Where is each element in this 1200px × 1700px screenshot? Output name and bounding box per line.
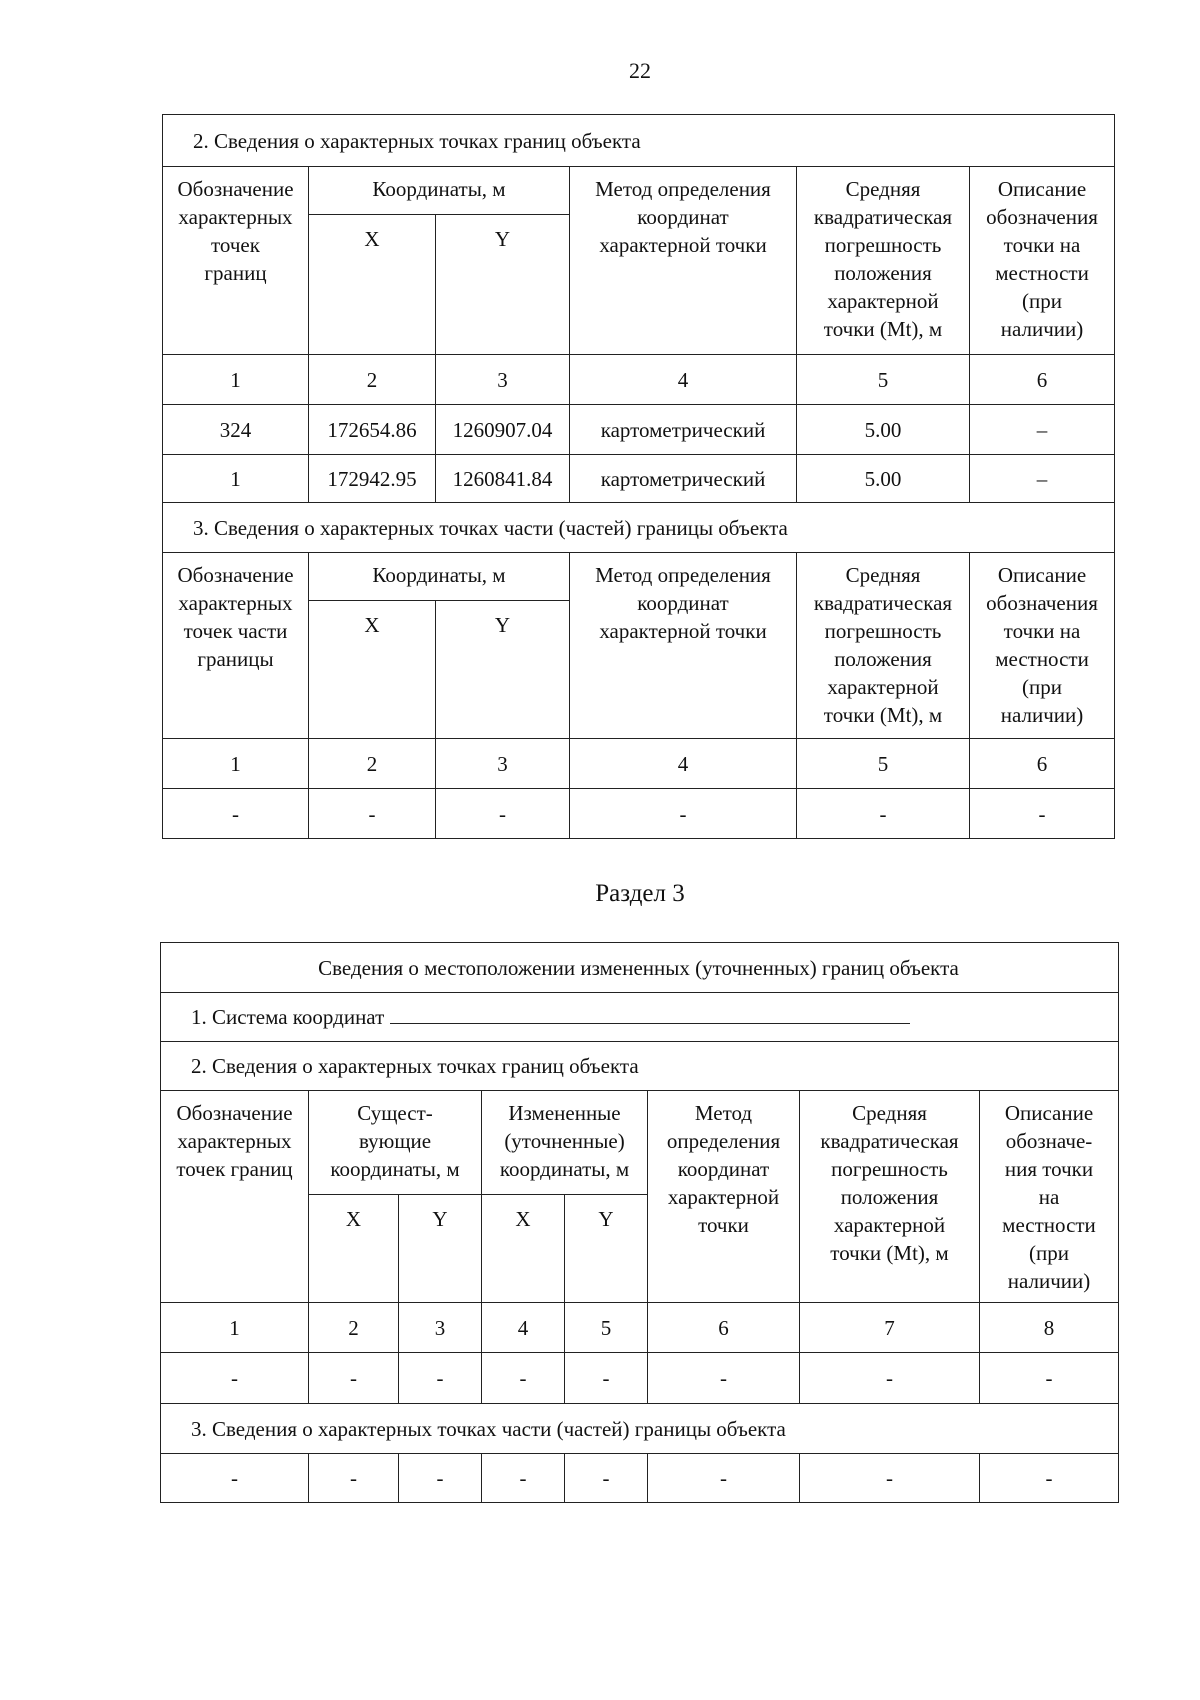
column-number: 4 bbox=[570, 355, 797, 405]
header-method: Метод определения координат характерной точки bbox=[570, 553, 797, 739]
header-designation: Обозначение характерных точек границ bbox=[161, 1091, 309, 1303]
cell-designation: - bbox=[161, 1454, 309, 1503]
column-number: 2 bbox=[309, 739, 436, 789]
column-number: 5 bbox=[797, 739, 970, 789]
coordinate-system-label: 1. Система координат bbox=[191, 1005, 385, 1029]
column-number: 6 bbox=[648, 1303, 800, 1353]
cell-description: - bbox=[980, 1353, 1119, 1404]
header-x: X bbox=[309, 601, 436, 739]
column-number: 2 bbox=[309, 355, 436, 405]
cell-changed-y: - bbox=[565, 1353, 648, 1404]
column-number: 4 bbox=[570, 739, 797, 789]
table-row bbox=[161, 1353, 1119, 1404]
header-row bbox=[163, 553, 1115, 601]
table-row bbox=[163, 789, 1115, 839]
header-error: Средняя квадратическая погрешность положения характерной точки (Mt), м bbox=[800, 1091, 980, 1303]
header-existing-x: X bbox=[309, 1195, 399, 1303]
column-number: 7 bbox=[800, 1303, 980, 1353]
section-title: 3. Сведения о характерных точках части (частей) границы объекта bbox=[161, 1404, 1119, 1454]
cell-y: 1260841.84 bbox=[436, 455, 570, 503]
section-title: 2. Сведения о характерных точках границ объекта bbox=[163, 115, 1115, 167]
cell-description: - bbox=[970, 789, 1115, 839]
table-section-row bbox=[163, 503, 1115, 553]
header-row bbox=[163, 167, 1115, 215]
column-number: 3 bbox=[436, 739, 570, 789]
cell-method: картометрический bbox=[570, 455, 797, 503]
cell-error: - bbox=[797, 789, 970, 839]
column-number: 5 bbox=[797, 355, 970, 405]
cell-designation: - bbox=[163, 789, 309, 839]
header-description: Описание обозначе- ния точки на местности (при наличии) bbox=[980, 1091, 1119, 1303]
table-section-row bbox=[161, 1042, 1119, 1091]
cell-y: - bbox=[436, 789, 570, 839]
cell-designation: 324 bbox=[163, 405, 309, 455]
column-number: 2 bbox=[309, 1303, 399, 1353]
cell-changed-x: - bbox=[482, 1454, 565, 1503]
cell-method: - bbox=[570, 789, 797, 839]
cell-x: 172942.95 bbox=[309, 455, 436, 503]
cell-method: - bbox=[648, 1353, 800, 1404]
cell-error: 5.00 bbox=[797, 455, 970, 503]
column-number: 1 bbox=[161, 1303, 309, 1353]
cell-method: картометрический bbox=[570, 405, 797, 455]
section-heading: Раздел 3 bbox=[595, 880, 685, 907]
cell-error: - bbox=[800, 1454, 980, 1503]
cell-existing-y: - bbox=[399, 1454, 482, 1503]
cell-description: – bbox=[970, 455, 1115, 503]
header-description: Описание обозначения точки на местности (при наличии) bbox=[970, 553, 1115, 739]
column-number: 5 bbox=[565, 1303, 648, 1353]
header-coordinates: Координаты, м bbox=[309, 167, 570, 215]
header-changed-y: Y bbox=[565, 1195, 648, 1303]
coordinate-system-row bbox=[161, 993, 1119, 1042]
cell-y: 1260907.04 bbox=[436, 405, 570, 455]
header-existing-y: Y bbox=[399, 1195, 482, 1303]
column-number: 3 bbox=[436, 355, 570, 405]
changed-boundaries-table bbox=[160, 942, 1119, 1503]
boundary-points-table bbox=[162, 114, 1115, 839]
cell-x: - bbox=[309, 789, 436, 839]
cell-error: - bbox=[800, 1353, 980, 1404]
header-coordinates: Координаты, м bbox=[309, 553, 570, 601]
cell-existing-x: - bbox=[309, 1353, 399, 1404]
header-y: Y bbox=[436, 215, 570, 355]
header-designation: Обозначение характерных точек части границы bbox=[163, 553, 309, 739]
cell-x: 172654.86 bbox=[309, 405, 436, 455]
header-designation: Обозначение характерных точек границ bbox=[163, 167, 309, 355]
header-method: Метод определения координат характерной точки bbox=[570, 167, 797, 355]
cell-changed-y: - bbox=[565, 1454, 648, 1503]
cell-method: - bbox=[648, 1454, 800, 1503]
cell-description: - bbox=[980, 1454, 1119, 1503]
cell-existing-y: - bbox=[399, 1353, 482, 1404]
header-changed-coordinates: Измененные (уточненные) координаты, м bbox=[482, 1091, 648, 1195]
table-row bbox=[163, 405, 1115, 455]
table-caption-row bbox=[161, 943, 1119, 993]
table-section-row bbox=[163, 115, 1115, 167]
header-changed-x: X bbox=[482, 1195, 565, 1303]
header-method: Метод определения координат характерной точки bbox=[648, 1091, 800, 1303]
header-error: Средняя квадратическая погрешность положения характерной точки (Mt), м bbox=[797, 553, 970, 739]
coordinate-system bbox=[161, 993, 1119, 1042]
header-existing-coordinates: Сущест- вующие координаты, м bbox=[309, 1091, 482, 1195]
column-number-row bbox=[163, 739, 1115, 789]
cell-designation: - bbox=[161, 1353, 309, 1404]
column-number: 8 bbox=[980, 1303, 1119, 1353]
cell-designation: 1 bbox=[163, 455, 309, 503]
column-number-row bbox=[161, 1303, 1119, 1353]
table-caption: Сведения о местоположении измененных (уточненных) границ объекта bbox=[161, 943, 1119, 993]
column-number: 3 bbox=[399, 1303, 482, 1353]
cell-changed-x: - bbox=[482, 1353, 565, 1404]
column-number: 6 bbox=[970, 739, 1115, 789]
page-number: 22 bbox=[629, 58, 651, 83]
header-row bbox=[161, 1091, 1119, 1195]
header-error: Средняя квадратическая погрешность положения характерной точки (Mt), м bbox=[797, 167, 970, 355]
cell-existing-x: - bbox=[309, 1454, 399, 1503]
header-description: Описание обозначения точки на местности (при наличии) bbox=[970, 167, 1115, 355]
section-title: 2. Сведения о характерных точках границ объекта bbox=[161, 1042, 1119, 1091]
table-row bbox=[163, 455, 1115, 503]
cell-error: 5.00 bbox=[797, 405, 970, 455]
table-section-row bbox=[161, 1404, 1119, 1454]
coordinate-system-blank bbox=[390, 1003, 910, 1024]
column-number-row bbox=[163, 355, 1115, 405]
cell-description: – bbox=[970, 405, 1115, 455]
section-title: 3. Сведения о характерных точках части (частей) границы объекта bbox=[163, 503, 1115, 553]
header-y: Y bbox=[436, 601, 570, 739]
column-number: 1 bbox=[163, 355, 309, 405]
column-number: 6 bbox=[970, 355, 1115, 405]
column-number: 4 bbox=[482, 1303, 565, 1353]
column-number: 1 bbox=[163, 739, 309, 789]
header-x: X bbox=[309, 215, 436, 355]
table-row bbox=[161, 1454, 1119, 1503]
